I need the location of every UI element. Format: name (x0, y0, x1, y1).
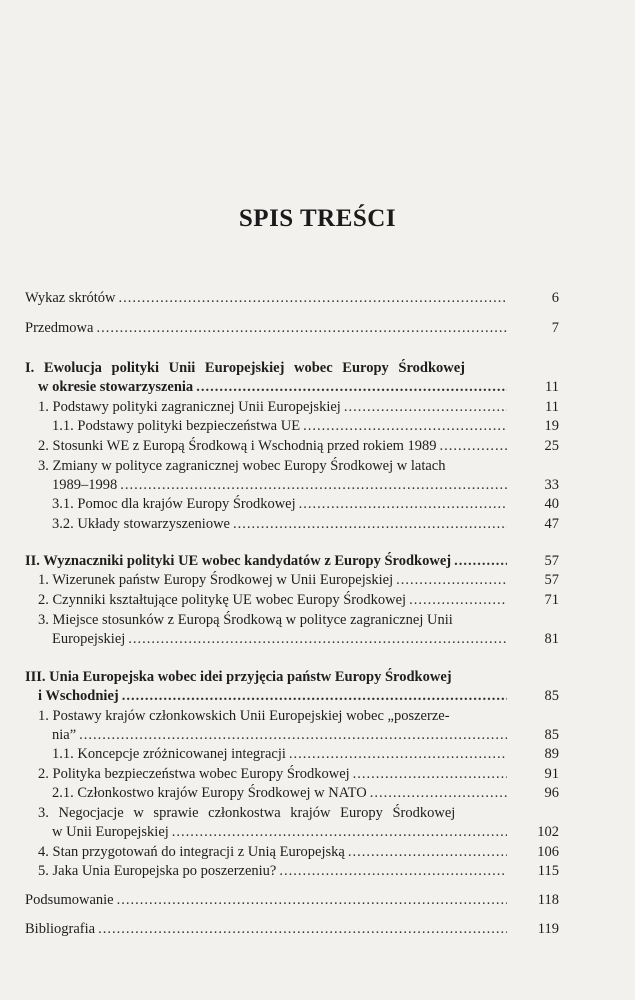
toc-page-number: 85 (544, 688, 559, 704)
toc-chapter-2[interactable] (25, 551, 510, 571)
leader-dots (233, 514, 507, 534)
toc-entry-text: 1.1. Podstawy polityki bezpieczeństwa UE (52, 418, 301, 434)
toc-page-number: 81 (544, 631, 559, 647)
toc-entry-text: nia” (52, 727, 77, 743)
toc-entry-text: 4. Stan przygotowań do integracji z Unią Europejską (38, 844, 345, 860)
toc-section-2-3[interactable] (52, 629, 510, 649)
leader-dots (454, 551, 507, 571)
toc-section-3-5[interactable] (38, 861, 510, 881)
toc-page-number: 19 (544, 418, 559, 434)
toc-entry-text: Podsumowanie (25, 892, 114, 908)
toc-page-number: 33 (544, 477, 559, 493)
toc-entry-text: Wykaz skrótów (25, 290, 116, 306)
toc-subsection-1-3-2[interactable] (52, 514, 510, 534)
toc-section-3-1[interactable] (52, 725, 510, 745)
toc-entry-text: 1. Podstawy polityki zagranicznej Unii Europejskiej (38, 399, 341, 415)
toc-page-number: 57 (544, 572, 559, 588)
leader-dots (120, 475, 507, 495)
leader-dots (122, 686, 507, 706)
toc-entry-text: w Unii Europejskiej (52, 824, 169, 840)
toc-page-number: 71 (544, 592, 559, 608)
toc-page-number: 11 (545, 379, 559, 395)
toc-chapter-1-line1[interactable]: I. Ewolucja polityki Unii Europejskiej wobec Europy Środkowej (25, 360, 465, 376)
toc-entry-text: i Wschodniej (38, 688, 119, 704)
toc-page-number: 85 (544, 727, 559, 743)
toc-entry-text: 2. Polityka bezpieczeństwa wobec Europy Środkowej (38, 766, 350, 782)
leader-dots (370, 783, 507, 803)
leader-dots (409, 590, 507, 610)
leader-dots (303, 416, 507, 436)
toc-entry-text: 2.1. Członkostwo krajów Europy Środkowej w NATO (52, 785, 367, 801)
leader-dots (344, 397, 507, 417)
leader-dots (289, 744, 507, 764)
toc-subsection-3-1-1[interactable] (52, 744, 510, 764)
toc-page-number: 89 (544, 746, 559, 762)
toc-page-number: 40 (544, 496, 559, 512)
toc-entry-text: II. Wyznaczniki polityki UE wobec kandydatów z Europy Środkowej (25, 553, 452, 569)
leader-dots (79, 725, 507, 745)
leader-dots (128, 629, 507, 649)
toc-chapter-3[interactable] (38, 686, 510, 706)
toc-page-number: 7 (551, 320, 559, 336)
toc-page-number: 6 (551, 290, 559, 306)
toc-page-number: 118 (537, 892, 559, 908)
toc-section-3-1-line1[interactable]: 1. Postawy krajów członkowskich Unii Europejskiej wobec „poszerze- (38, 708, 450, 724)
toc-entry-text: 3.1. Pomoc dla krajów Europy Środkowej (52, 496, 296, 512)
toc-entry-text: 3.2. Układy stowarzyszeniowe (52, 516, 230, 532)
toc-page-number: 106 (537, 844, 559, 860)
toc-entry-text: Przedmowa (25, 320, 94, 336)
leader-dots (98, 919, 507, 939)
toc-entry-wykaz-skrotow[interactable] (25, 288, 510, 308)
toc-section-1-2[interactable] (38, 436, 510, 456)
page-title: SPIS TREŚCI (238, 205, 397, 232)
toc-section-1-1[interactable] (38, 397, 510, 417)
toc-section-2-2[interactable] (38, 590, 510, 610)
toc-page-number: 115 (537, 863, 559, 879)
toc-section-1-3[interactable] (52, 475, 510, 495)
toc-page-number: 119 (537, 921, 559, 937)
toc-section-3-3[interactable] (52, 822, 510, 842)
toc-page-number: 91 (544, 766, 559, 782)
toc-entry-text: 5. Jaka Unia Europejska po poszerzeniu? (38, 863, 277, 879)
toc-page-number: 96 (544, 785, 559, 801)
toc-page-number: 47 (544, 516, 559, 532)
toc-entry-text: Europejskiej (52, 631, 126, 647)
toc-section-2-1[interactable] (38, 570, 510, 590)
toc-page-number: 57 (544, 553, 559, 569)
leader-dots (172, 822, 507, 842)
toc-entry-text: 1. Wizerunek państw Europy Środkowej w Unii Europejskiej (38, 572, 394, 588)
leader-dots (440, 436, 507, 456)
leader-dots (196, 377, 507, 397)
toc-chapter-1[interactable] (38, 377, 510, 397)
leader-dots (353, 764, 507, 784)
toc-entry-text: 1989–1998 (52, 477, 118, 493)
toc-section-1-3-line1[interactable]: 3. Zmiany w polityce zagranicznej wobec Europy Środkowej w latach (38, 458, 446, 474)
toc-section-3-3-line1[interactable]: 3. Negocjacje w sprawie członkostwa krajów Europy Środkowej (38, 805, 456, 821)
toc-page-number: 102 (537, 824, 559, 840)
toc-entry-podsumowanie[interactable] (25, 890, 510, 910)
toc-subsection-1-1-1[interactable] (52, 416, 510, 436)
toc-page-number: 25 (544, 438, 559, 454)
leader-dots (96, 318, 507, 338)
leader-dots (117, 890, 507, 910)
toc-entry-text: w okresie stowarzyszenia (38, 379, 194, 395)
leader-dots (299, 494, 507, 514)
leader-dots (396, 570, 507, 590)
toc-entry-text: 1.1. Koncepcje zróżnicowanej integracji (52, 746, 286, 762)
toc-entry-text: 2. Stosunki WE z Europą Środkową i Wschodnią przed rokiem 1989 (38, 438, 437, 454)
toc-section-3-2[interactable] (38, 764, 510, 784)
toc-subsection-1-3-1[interactable] (52, 494, 510, 514)
toc-entry-text: 2. Czynniki kształtujące politykę UE wobec Europy Środkowej (38, 592, 407, 608)
toc-chapter-3-line1[interactable]: III. Unia Europejska wobec idei przyjęcia państw Europy Środkowej (25, 669, 452, 685)
leader-dots (119, 288, 507, 308)
toc-page-number: 11 (545, 399, 559, 415)
toc-section-2-3-line1[interactable]: 3. Miejsce stosunków z Europą Środkową w polityce zagranicznej Unii (38, 612, 453, 628)
toc-entry-text: Bibliografia (25, 921, 96, 937)
toc-entry-przedmowa[interactable] (25, 318, 510, 338)
toc-subsection-3-2-1[interactable] (52, 783, 510, 803)
leader-dots (279, 861, 507, 881)
leader-dots (348, 842, 507, 862)
toc-entry-bibliografia[interactable] (25, 919, 510, 939)
toc-section-3-4[interactable] (38, 842, 510, 862)
